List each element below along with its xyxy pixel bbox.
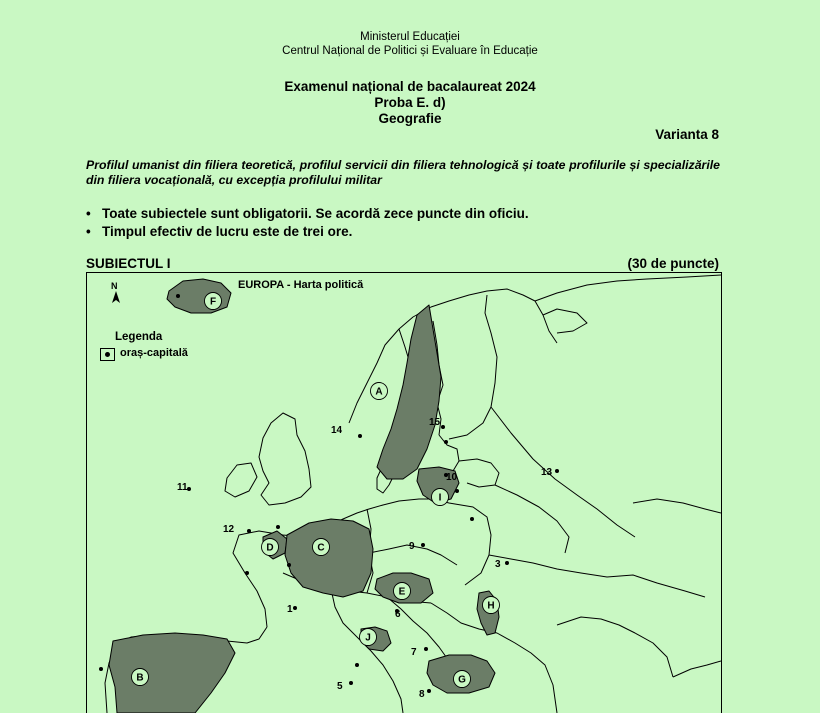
svg-text:D: D [266, 542, 274, 554]
capital-dot [176, 294, 180, 298]
russia-west-border [491, 407, 635, 537]
capital-dot [355, 663, 359, 667]
black-sea-coast [557, 617, 673, 677]
capital-dot [287, 563, 291, 567]
belarus-border [495, 485, 569, 553]
section-title: SUBIECTUL I [86, 256, 171, 271]
capital-dot [247, 529, 251, 533]
north-label: N [111, 281, 118, 291]
rule-item [86, 223, 529, 241]
exam-title: Examenul național de bacalaureat 2024 [284, 79, 536, 94]
capital-dot [470, 517, 474, 521]
exam-proba: Proba E. d) [374, 95, 446, 110]
svg-text:A: A [375, 386, 383, 398]
country-germany [285, 519, 373, 597]
svg-text:C: C [317, 542, 325, 554]
caucasus [673, 661, 721, 677]
capital-dot [99, 667, 103, 671]
capital-dot [441, 425, 445, 429]
svg-text:J: J [365, 632, 371, 644]
rules-list [86, 205, 529, 241]
city-number-1: 1 [287, 604, 293, 615]
europe-political-map [86, 272, 722, 713]
city-number-8: 8 [419, 689, 425, 700]
capital-dot [293, 606, 297, 610]
rule-item [86, 205, 529, 223]
rule-text: Toate subiectele sunt obligatorii. Se acordă zece puncte din oficiu. [102, 206, 529, 221]
capital-dot [455, 489, 459, 493]
capital-dot [555, 469, 559, 473]
letter-I [432, 489, 449, 506]
ireland [225, 463, 257, 497]
exam-subject: Geografie [378, 111, 442, 126]
city-number-9: 9 [409, 541, 415, 552]
capital-dot [444, 440, 448, 444]
capital-dot [245, 571, 249, 575]
ministry-name: Ministerul Educației [360, 31, 460, 43]
city-number-12: 12 [223, 524, 235, 535]
svg-text:I: I [438, 492, 442, 504]
svg-text:H: H [487, 600, 495, 612]
city-number-3: 3 [495, 559, 501, 570]
city-number-10: 10 [446, 472, 458, 483]
capital-dot [427, 689, 431, 693]
russia-interior [633, 499, 721, 513]
letter-E [394, 583, 411, 600]
ministry-center: Centrul Național de Politici și Evaluare în Educație [282, 45, 538, 57]
letter-D [262, 539, 279, 556]
letter-H [483, 597, 500, 614]
north-arrow-icon [112, 291, 120, 303]
capital-dot [505, 561, 509, 565]
letter-A [371, 383, 388, 400]
country-spain [109, 633, 235, 713]
ukraine-border [489, 555, 705, 597]
letter-C [313, 539, 330, 556]
exam-title-block [0, 79, 820, 127]
profile-text: Profilul umanist din filiera teoretică, profilul servicii din filiera tehnologică și toate profilurile și specializările din filiera vocațională, cu excepția profilului militar [86, 158, 720, 187]
capital-dot [424, 647, 428, 651]
poland-border [433, 499, 491, 585]
city-number-14: 14 [331, 425, 343, 436]
russia-north-coast [535, 275, 721, 301]
capital-dot [421, 543, 425, 547]
svg-text:F: F [209, 296, 217, 308]
exam-variant: Varianta 8 [655, 127, 719, 142]
italy-boot [331, 589, 403, 713]
rule-text: Timpul efectiv de lucru este de trei ore. [102, 224, 353, 239]
capital-dot [276, 525, 280, 529]
city-number-6: 6 [395, 609, 401, 620]
city-number-15: 15 [429, 417, 441, 428]
norway-outline [349, 289, 557, 423]
city-number-7: 7 [411, 647, 417, 658]
section-points: (30 de puncte) [627, 256, 719, 271]
ministry-header [0, 30, 820, 58]
letter-F [205, 293, 222, 310]
letter-G [454, 671, 471, 688]
city-number-11: 11 [177, 482, 188, 493]
kola [543, 309, 587, 333]
capital-dot [187, 487, 191, 491]
legend-label: oraș-capitală [120, 347, 188, 359]
capital-dot [349, 681, 353, 685]
baltic-states [459, 459, 499, 487]
map-drawing [87, 273, 721, 713]
svg-text:G: G [458, 674, 466, 686]
city-number-5: 5 [337, 681, 343, 692]
legend-title: Legenda [115, 331, 163, 343]
legend-symbol-icon [100, 348, 115, 361]
letter-B [132, 669, 149, 686]
finland-east [449, 295, 497, 439]
capital-dot [358, 434, 362, 438]
svg-text:E: E [398, 586, 406, 598]
svg-text:B: B [136, 672, 144, 684]
great-britain [259, 413, 311, 505]
map-title: EUROPA - Harta politică [238, 279, 364, 291]
letter-J [360, 629, 377, 646]
city-number-13: 13 [541, 467, 553, 478]
